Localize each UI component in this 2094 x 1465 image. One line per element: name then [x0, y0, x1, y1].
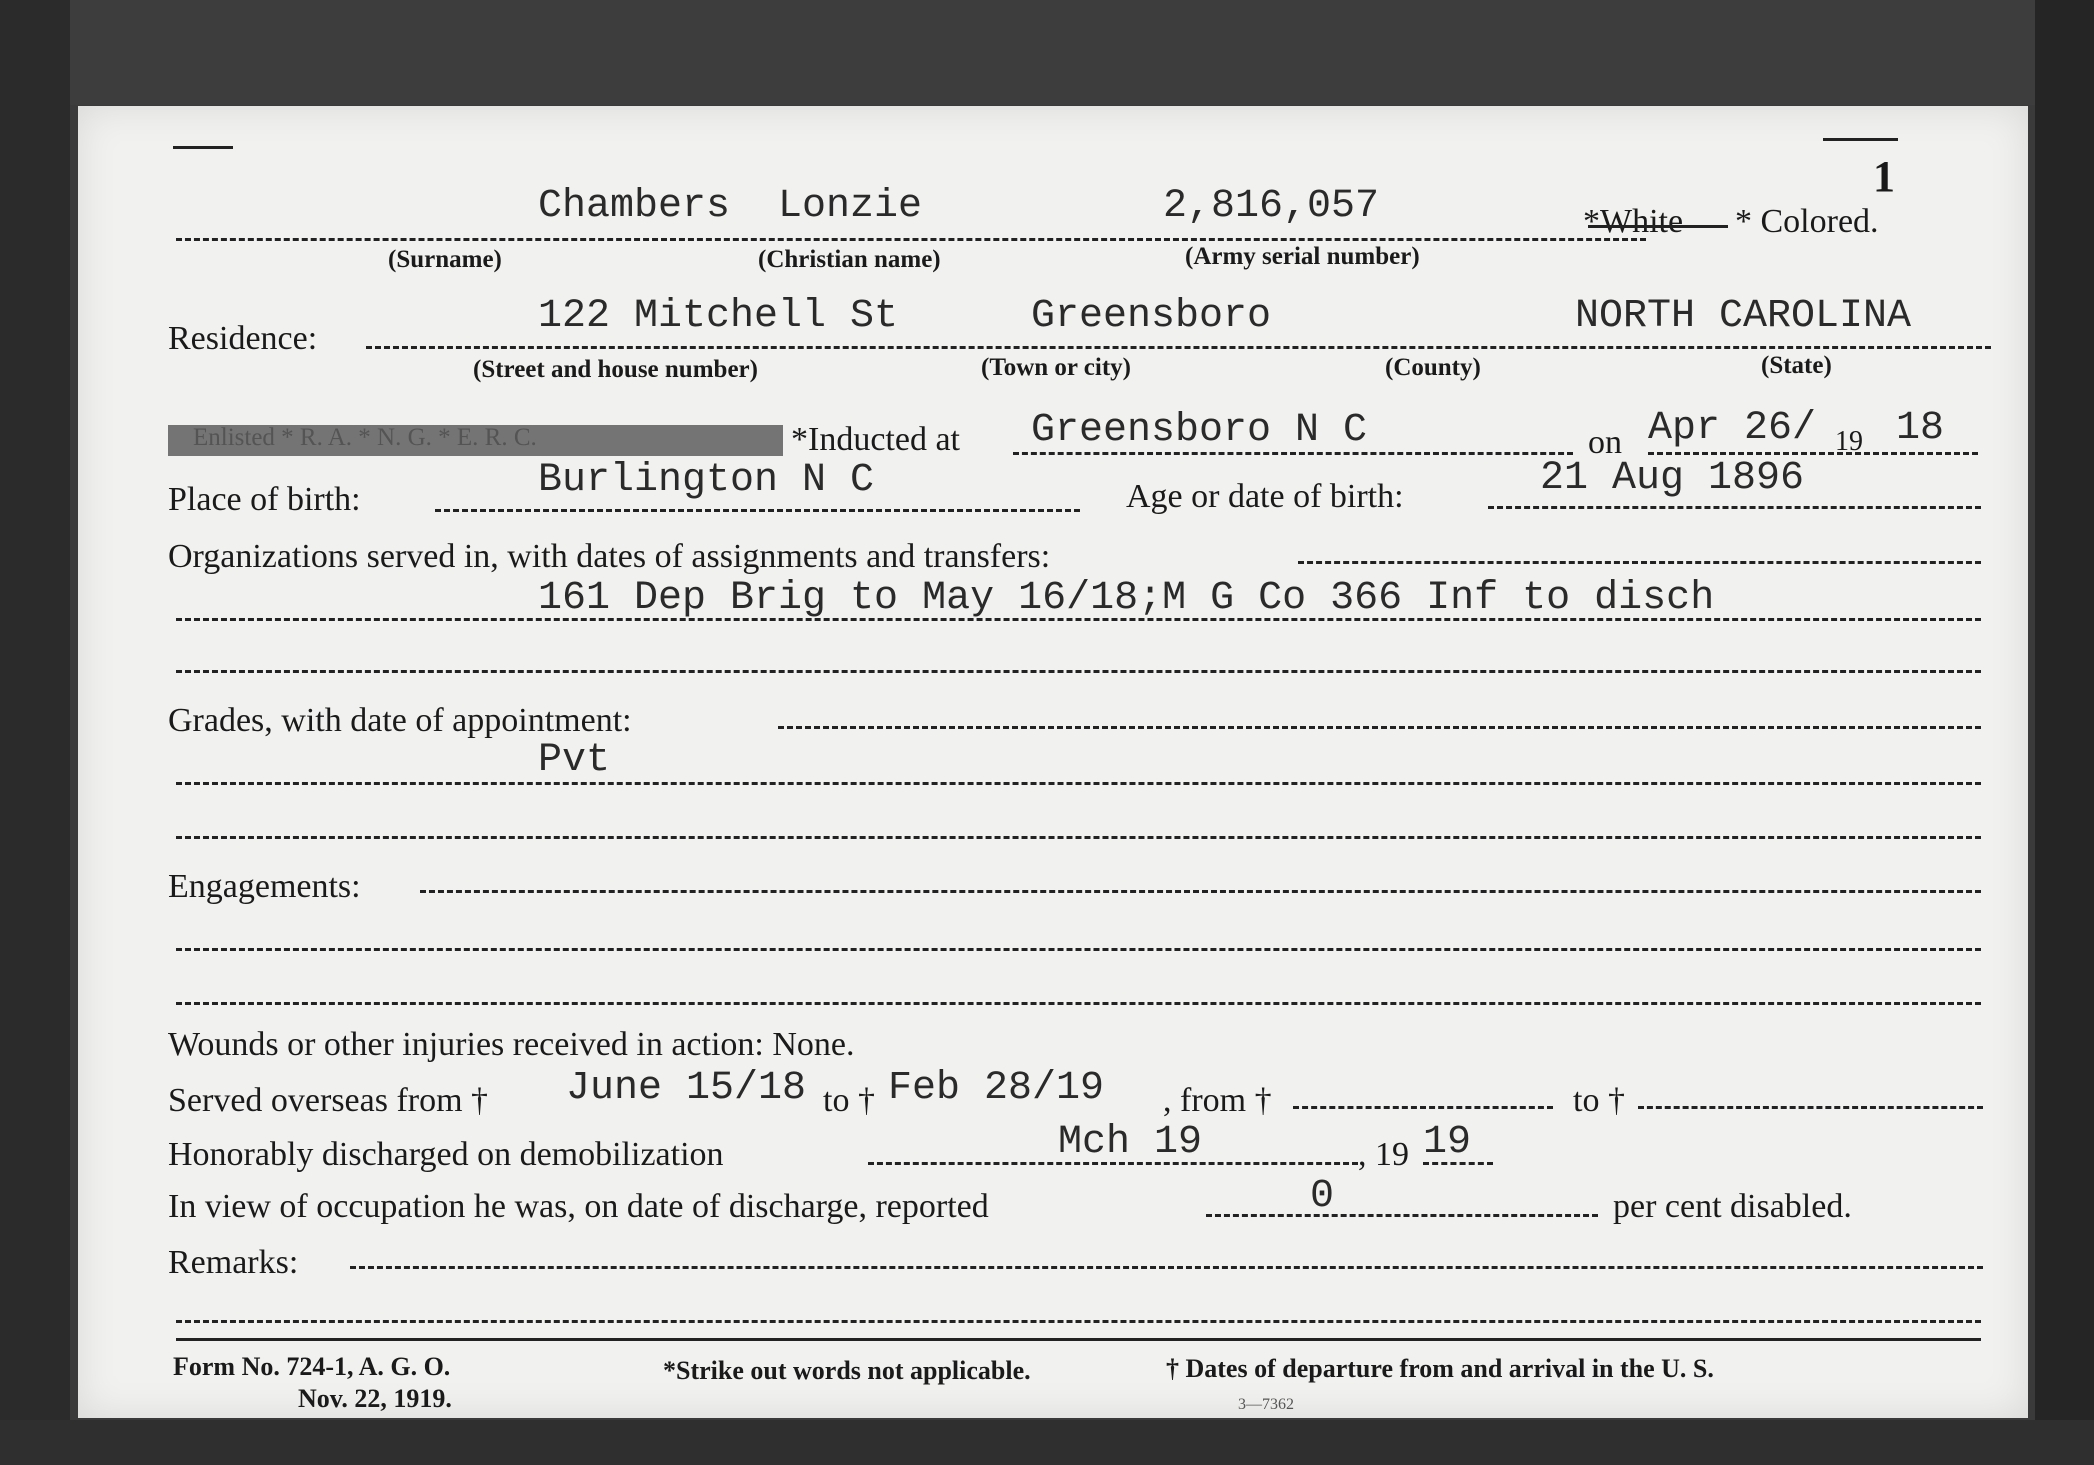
- scan-background-right: [2035, 0, 2094, 1465]
- print-code: 3—7362: [1238, 1396, 1294, 1413]
- overseas-to-value: Feb 28/19: [888, 1066, 1105, 1111]
- top-right-rule: [1823, 138, 1898, 141]
- inducted-line: [1013, 452, 1573, 455]
- disabled-label: per cent disabled.: [1613, 1188, 1852, 1225]
- birthplace-line: [435, 509, 1080, 512]
- inducted-label: *Inducted at: [791, 421, 960, 458]
- grades-line-2: [176, 782, 1981, 785]
- engagements-line-1: [420, 890, 1981, 893]
- surname-value: Chambers: [538, 184, 731, 229]
- street-value: 122 Mitchell St: [538, 294, 899, 339]
- second-to-label: to †: [1573, 1082, 1625, 1119]
- overseas-label: Served overseas from †: [168, 1082, 489, 1119]
- caption-surname: (Surname): [388, 246, 502, 273]
- caption-state: (State): [1761, 352, 1832, 379]
- remarks-line-1: [350, 1266, 1983, 1269]
- inducted-place-value: Greensboro N C: [1031, 408, 1368, 453]
- christian-name-value: Lonzie: [778, 184, 923, 229]
- residence-line: [366, 346, 1991, 349]
- caption-county: (County): [1385, 354, 1481, 381]
- organizations-value: 161 Dep Brig to May 16/18;M G Co 366 Inf to disch: [538, 576, 1715, 621]
- inducted-date-line: [1648, 452, 1978, 455]
- organizations-line-1: [1298, 561, 1981, 564]
- grades-line-1: [778, 726, 1981, 729]
- footer-rule: [176, 1338, 1981, 1341]
- age-label: Age or date of birth:: [1126, 478, 1404, 515]
- residence-label: Residence:: [168, 320, 318, 357]
- organizations-label: Organizations served in, with dates of assignments and transfers:: [168, 538, 1051, 575]
- organizations-line-3: [176, 670, 1981, 673]
- discharge-date-value: Mch 19: [1058, 1120, 1203, 1165]
- discharged-label: Honorably discharged on demobilization: [168, 1136, 724, 1173]
- caption-serial-number: (Army serial number): [1185, 243, 1420, 270]
- form-number: Form No. 724-1, A. G. O.: [173, 1352, 451, 1381]
- town-value: Greensboro: [1031, 294, 1272, 339]
- form-date: Nov. 22, 1919.: [298, 1384, 452, 1413]
- state-value: NORTH CAROLINA: [1575, 294, 1912, 339]
- birth-date-line: [1488, 506, 1981, 509]
- serial-number-value: 2,816,057: [1163, 184, 1380, 229]
- engagements-label: Engagements:: [168, 868, 361, 905]
- race-colored: * Colored.: [1735, 203, 1879, 240]
- scan-background-bottom: [0, 1420, 2094, 1465]
- engagements-line-3: [176, 1002, 1981, 1005]
- disability-line: [1206, 1214, 1598, 1217]
- on-label: on: [1588, 424, 1622, 461]
- name-line: [176, 238, 1646, 241]
- enlisted-text: Enlisted * R. A. * N. G. * E. R. C.: [193, 424, 537, 451]
- grades-line-3: [176, 836, 1981, 839]
- occupation-label: In view of occupation he was, on date of discharge, reported: [168, 1188, 989, 1225]
- caption-town: (Town or city): [981, 354, 1131, 381]
- card-number: 1: [1873, 152, 1895, 201]
- caption-christian-name: (Christian name): [758, 246, 941, 273]
- overseas-from-value: June 15/18: [566, 1066, 807, 1111]
- race-white-struck: *White: [1583, 203, 1684, 240]
- service-record-card: [78, 106, 2028, 1418]
- dates-note: † Dates of departure from and arrival in the U. S.: [1166, 1354, 1714, 1383]
- scan-background-left: [0, 0, 70, 1465]
- race-white-strikeout: [1588, 225, 1728, 228]
- remarks-label: Remarks:: [168, 1244, 299, 1281]
- organizations-line-2: [176, 618, 1981, 621]
- second-to-line: [1638, 1106, 1983, 1109]
- discharge-year-value: 19: [1423, 1120, 1472, 1165]
- grade-value: Pvt: [538, 738, 611, 783]
- caption-street: (Street and house number): [473, 356, 758, 383]
- disability-percent-value: 0: [1310, 1174, 1335, 1219]
- inducted-year-prefix: 19: [1835, 426, 1863, 457]
- wounds-label: Wounds or other injuries received in action: None.: [168, 1026, 855, 1063]
- second-from-label: , from †: [1163, 1082, 1272, 1119]
- top-left-rule: [173, 146, 233, 149]
- discharge-date-line: [868, 1162, 1358, 1165]
- inducted-date-value: Apr 26/: [1648, 406, 1817, 451]
- strike-note: *Strike out words not applicable.: [663, 1356, 1031, 1385]
- birth-date-value: 21 Aug 1896: [1540, 456, 1805, 501]
- inducted-year-value: 18: [1896, 406, 1945, 451]
- scan-background-top: [0, 0, 2094, 105]
- birthplace-label: Place of birth:: [168, 481, 361, 518]
- birthplace-value: Burlington N C: [538, 458, 875, 503]
- discharge-year-prefix: , 19: [1358, 1136, 1409, 1173]
- remarks-line-2: [176, 1320, 1981, 1323]
- engagements-line-2: [176, 948, 1981, 951]
- grades-label: Grades, with date of appointment:: [168, 702, 632, 739]
- second-from-line: [1293, 1106, 1553, 1109]
- discharge-year-line: [1423, 1162, 1493, 1165]
- overseas-to-label: to †: [823, 1082, 875, 1119]
